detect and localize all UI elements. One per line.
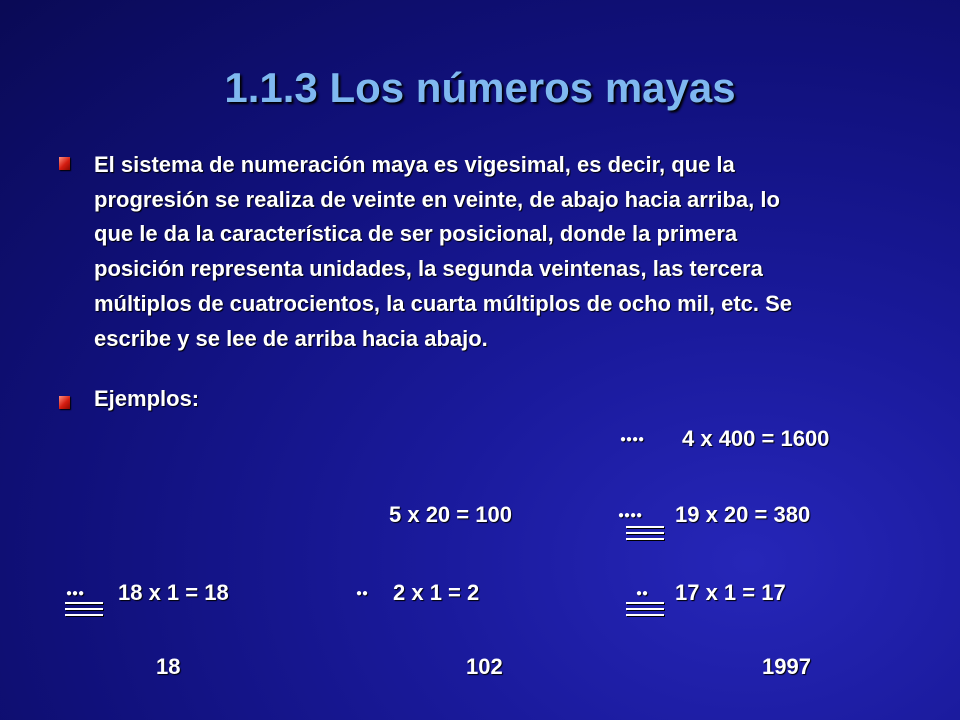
maya-bars <box>626 526 664 544</box>
paragraph-line: El sistema de numeración maya es vigesimal, es decir, que la <box>94 152 735 177</box>
bullet-icon <box>59 396 70 409</box>
maya-dots: ●●●● <box>618 510 643 521</box>
maya-dots: ●●● <box>66 588 85 599</box>
example-calculation: 2 x 1 = 2 <box>393 580 480 605</box>
bullet-icon <box>59 157 70 170</box>
example-calculation: 5 x 20 = 100 <box>389 502 512 527</box>
maya-dots: ●● <box>356 588 369 599</box>
example-calculation: 4 x 400 = 1600 <box>682 426 830 451</box>
maya-bars <box>65 602 103 620</box>
paragraph <box>94 148 792 356</box>
example-calculation: 17 x 1 = 17 <box>675 580 786 605</box>
example-total: 102 <box>466 654 503 679</box>
maya-bars <box>626 602 664 620</box>
maya-dots: ●●●● <box>620 434 645 445</box>
examples-label: Ejemplos: <box>94 386 200 411</box>
paragraph-line: que le da la característica de ser posicional, donde la primera <box>94 221 738 247</box>
example-total: 1997 <box>762 654 811 679</box>
maya-dots: ●● <box>636 588 649 599</box>
paragraph-line: progresión se realiza de veinte en veinte, de abajo hacia arriba, lo <box>94 186 780 212</box>
example-calculation: 19 x 20 = 380 <box>675 502 811 527</box>
example-total: 18 <box>156 654 181 679</box>
example-calculation: 18 x 1 = 18 <box>118 580 229 605</box>
paragraph-line: múltiplos de cuatrocientos, la cuarta múltiplos de ocho mil, etc. Se <box>94 290 793 316</box>
slide-title: 1.1.3 Los números mayas <box>224 64 736 111</box>
paragraph-line: escribe y se lee de arriba hacia abajo. <box>94 325 488 351</box>
paragraph-line: posición representa unidades, la segunda veintenas, las tercera <box>94 256 763 282</box>
